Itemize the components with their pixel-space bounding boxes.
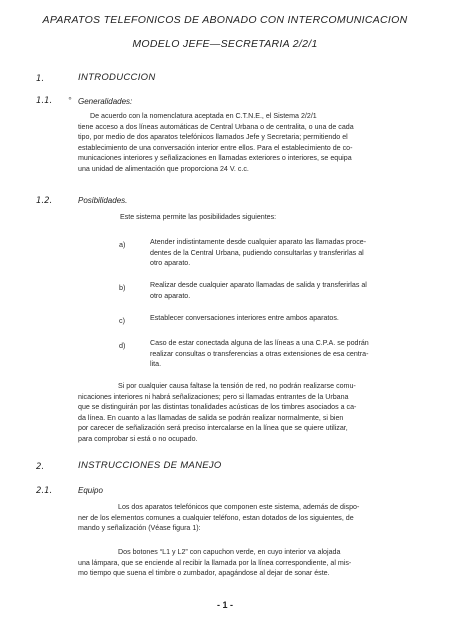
text-line: dentes de la Central Urbana, pudiendo consultarlas y transferirlas al — [150, 248, 364, 257]
text-line: por carecer de señalización será preciso intercalarse en la línea que se quiere utilizar, — [78, 424, 348, 433]
item-b-label: b) — [119, 283, 126, 292]
text-line: para comprobar si está o no ocupado. — [78, 434, 198, 443]
text-line: Realizar desde cualquier aparato llamadas de salida y transferirlas al — [150, 281, 367, 289]
text-line: Este sistema permite las posibilidades siguientes: — [120, 213, 277, 221]
text-line: da línea. En cuanto a las llamadas de salida se podrán realizar normalmente, si bien — [78, 413, 344, 422]
text-line: ner de los elementos comunes a cualquier teléfono, estan dotados de los siguientes, de — [78, 513, 354, 522]
text-line: Caso de estar conectada alguna de las líneas a una C.P.A. se podrán — [150, 339, 369, 347]
document-title: APARATOS TELEFONICOS DE ABONADO CON INTERCOMUNICACION — [42, 14, 408, 26]
text-line: nicaciones interiores ni habrá señalizaciones; pero si llamadas entrantes de la Urbana — [78, 392, 349, 401]
text-line: una unidad de alimentación que proporciona 24 V. c.c. — [78, 164, 249, 173]
section-2-number: 2. — [36, 462, 45, 472]
text-line: Establecer conversaciones interiores entre ambos aparatos. — [150, 314, 339, 322]
section-1-heading: INTRODUCCION — [78, 72, 156, 83]
page-number: - 1 - — [216, 600, 233, 610]
section-1-1-number: 1.1. — [36, 96, 53, 106]
item-d-label: d) — [119, 341, 126, 350]
text-line: realizar consultas o transferencias a otras extensiones de esa centra- — [150, 349, 369, 358]
text-line: Si por cualquier causa faltase la tensión de red, no podrán realizarse comu- — [118, 382, 356, 390]
text-line: Dos botones “L1 y L2” con capuchon verde, en cuyo interior va alojada — [118, 548, 341, 556]
text-line: una lámpara, que se enciende al recibir la llamada por la línea correspondiente, al mis- — [78, 558, 352, 567]
item-a-label: a) — [119, 240, 126, 249]
item-d-text — [150, 338, 422, 370]
text-line: lita. — [150, 360, 162, 369]
text-line: tipo, por medio de dos aparatos telefónicos llamados Jefe y Secretaria; permitiendo el — [78, 133, 348, 142]
stray-mark: ° — [68, 96, 72, 105]
possibilities-intro — [120, 212, 420, 223]
item-c-label: c) — [119, 316, 125, 325]
section-1-number: 1. — [36, 74, 45, 84]
text-line: que se distinguirán por las distintas tonalidades acústicas de los timbres asociados a ca- — [78, 403, 357, 412]
section-1-2-number: 1.2. — [36, 196, 53, 206]
section-2-1-heading: Equipo — [78, 486, 103, 495]
text-line: otro aparato. — [150, 259, 191, 268]
text-line: mo tiempo que suena el timbre o zumbador, apagándose al dejar de sonar éste. — [78, 569, 330, 578]
document-subtitle: MODELO JEFE—SECRETARIA 2/2/1 — [132, 38, 318, 50]
text-line: Atender indistintamente desde cualquier aparato las llamadas proce- — [150, 238, 367, 246]
text-line: municaciones interiores y señalizaciones en llamadas exteriores o interiores, se equipa — [78, 154, 352, 163]
section-2-heading: INSTRUCCIONES DE MANEJO — [78, 460, 222, 471]
paragraph-equipo — [78, 502, 424, 534]
text-line: mando y señalización (Véase figura 1): — [78, 524, 201, 533]
section-2-1-number: 2.1. — [36, 486, 53, 496]
item-a-text — [150, 237, 422, 269]
text-line: De acuerdo con la nomenclatura aceptada en C.T.N.E., el Sistema 2/2/1 — [90, 112, 317, 120]
item-b-text — [150, 280, 422, 301]
text-line: otro aparato. — [150, 291, 191, 300]
text-line: tiene acceso a dos líneas automáticas de Central Urbana o de centralita, o una de cada — [78, 122, 354, 131]
text-line: establecimiento de una conversación interior entre ellos. Para el establecimiento de co- — [78, 143, 353, 152]
section-1-2-heading: Posibilidades. — [78, 196, 128, 205]
paragraph-botones — [78, 547, 424, 579]
paragraph-power-failure — [78, 381, 424, 445]
item-c-text — [150, 313, 422, 324]
section-1-1-heading: Generalidades: — [78, 97, 133, 106]
text-line: Los dos aparatos telefónicos que componen este sistema, además de dispo- — [118, 503, 360, 511]
paragraph-generalidades — [78, 111, 424, 175]
